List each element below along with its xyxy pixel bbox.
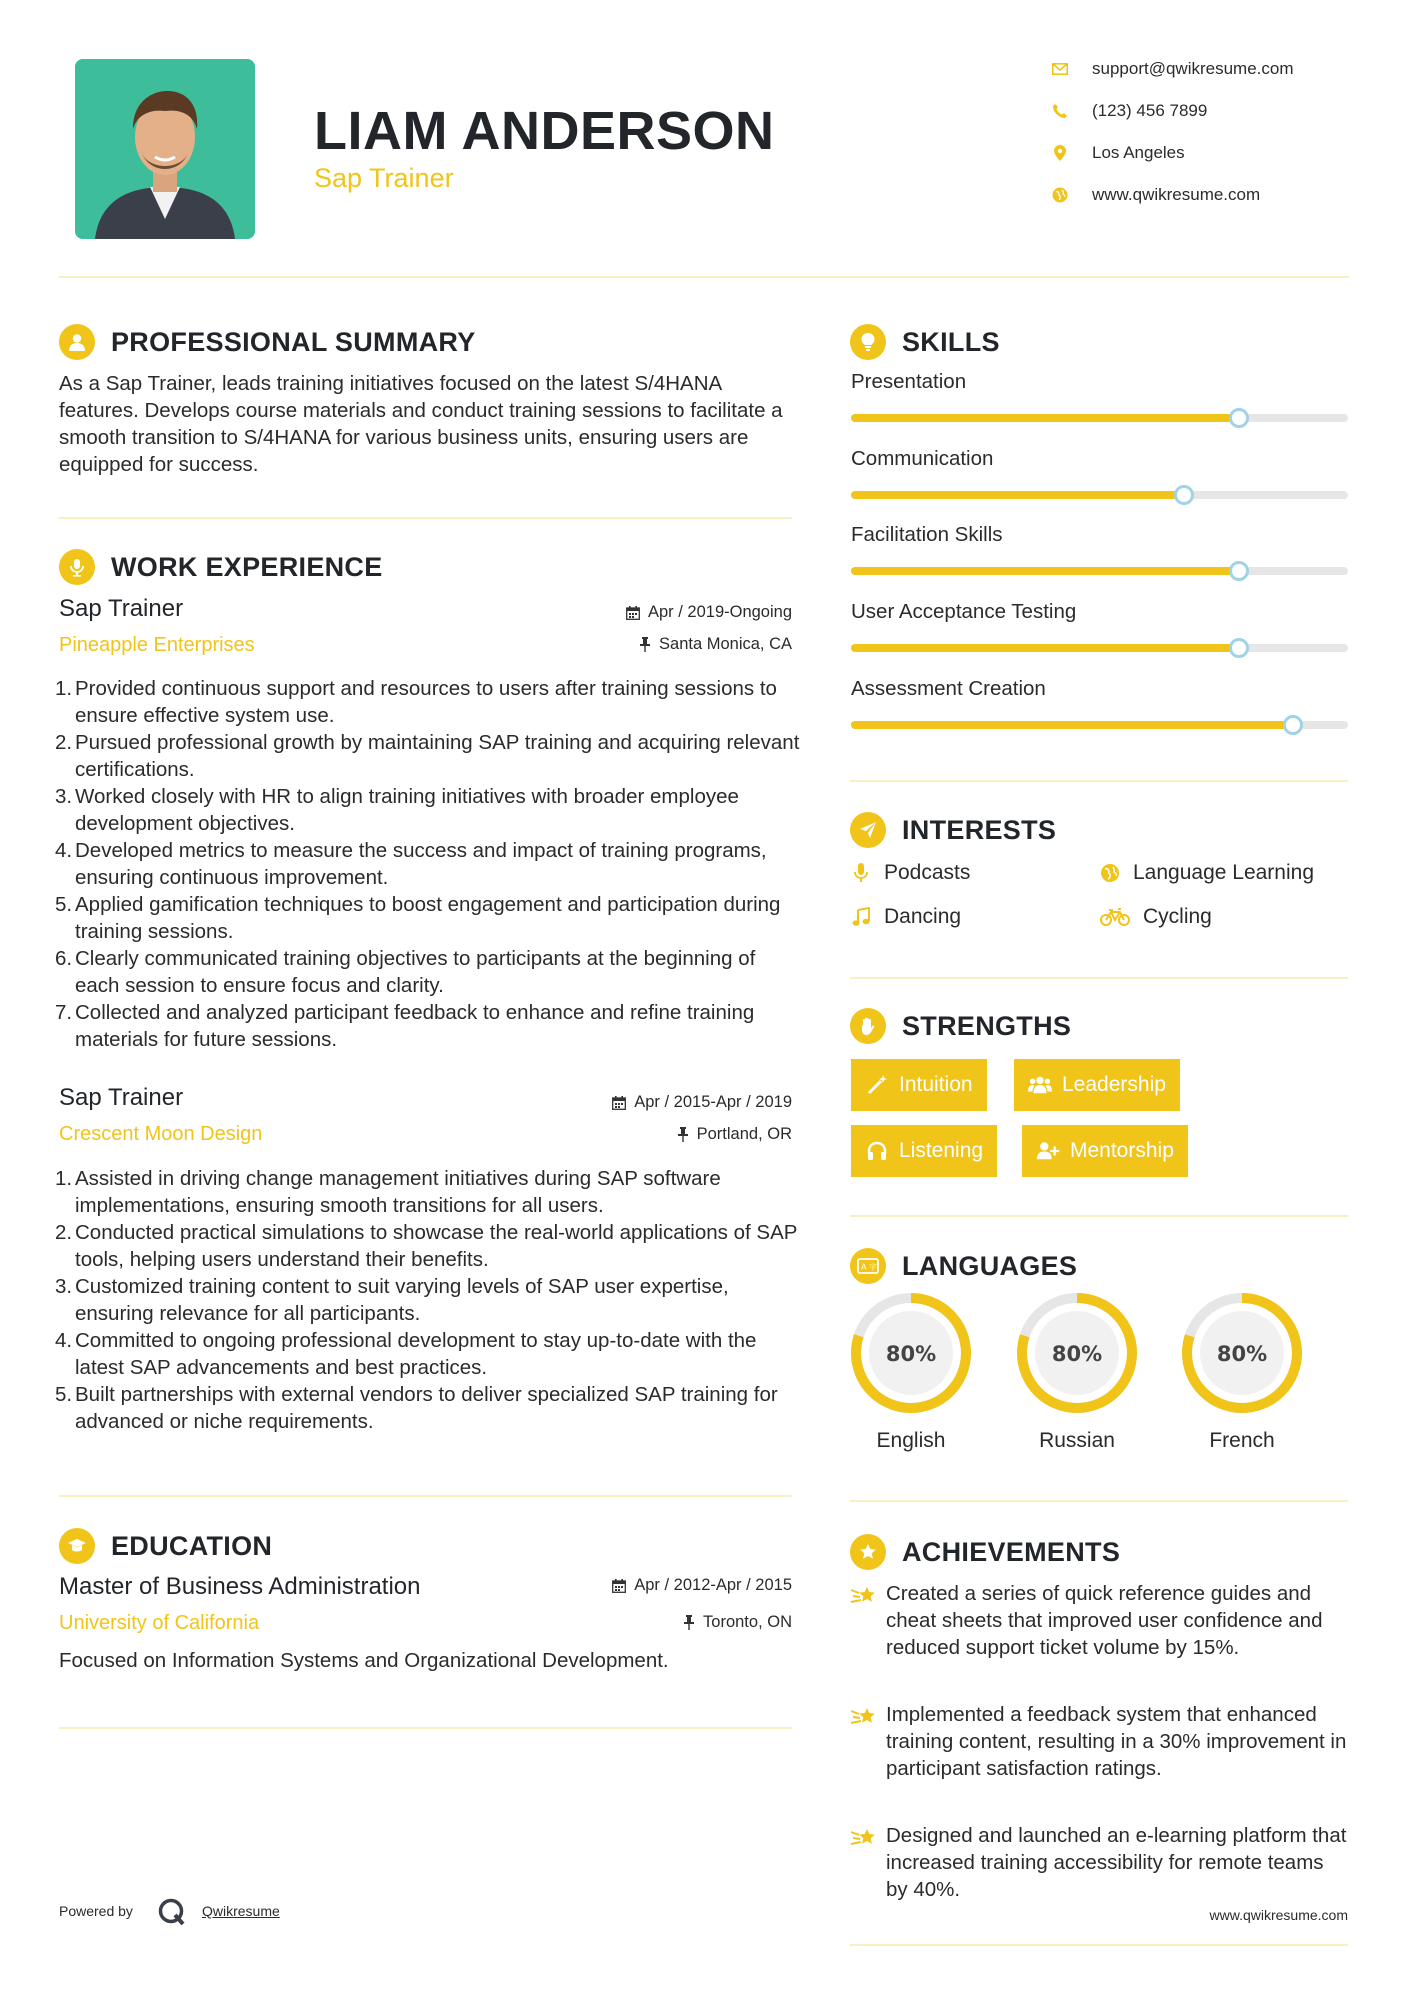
qwikresume-link[interactable]: Qwikresume <box>202 1903 280 1919</box>
strengths-heading-text: STRENGTHS <box>902 1010 1072 1041</box>
calendar-icon <box>612 1579 626 1593</box>
list-item: 1. Assisted in driving change management initiatives during SAP software implementations, ensuring smooth transitions for all users. <box>55 1167 721 1217</box>
strength-mentorship <box>1022 1125 1188 1177</box>
music-icon <box>850 906 872 928</box>
strength-listening <box>851 1125 997 1177</box>
interests-divider <box>850 977 1348 979</box>
education-date-text: Apr / 2012-Apr / 2015 <box>634 1576 792 1594</box>
job-1-responsibilities <box>55 675 800 1053</box>
achievement-item <box>850 1701 1348 1782</box>
star-badge-icon <box>850 1534 886 1570</box>
interests-heading-text: INTERESTS <box>902 814 1057 845</box>
education-school: University of California <box>59 1612 260 1634</box>
languages-heading <box>850 1246 1077 1286</box>
experience-heading-text: WORK EXPERIENCE <box>111 551 383 582</box>
achievement-text: Implemented a feedback system that enhanced training content, resulting in a 30% improvement in participant satisfaction ratings. <box>886 1703 1347 1780</box>
list-item: 4. Committed to ongoing professional development to stay up-to-date with the latest SAP advancements and best practices. <box>55 1329 757 1379</box>
list-item: 5. Built partnerships with external vendors to deliver specialized SAP training for advanced or niche requirements. <box>55 1383 778 1433</box>
education-location <box>480 1613 792 1632</box>
interest-label: Dancing <box>884 905 962 928</box>
skill-bar <box>851 721 1348 729</box>
list-item: 3. Worked closely with HR to align training initiatives with broader employee development objectives. <box>55 785 739 835</box>
languages-divider <box>850 1500 1348 1502</box>
contact-website-text: www.qwikresume.com <box>1092 185 1261 204</box>
list-item: 7. Collected and analyzed participant feedback to enhance and refine training materials for future sessions. <box>55 1001 755 1051</box>
contact-email[interactable] <box>1050 54 1360 84</box>
list-item: 2. Conducted practical simulations to showcase the real-world applications of SAP tools, helping users understand their benefits. <box>55 1221 798 1271</box>
powered-by-label: Powered by <box>59 1903 133 1919</box>
job-1-location <box>480 635 792 654</box>
contact-website[interactable] <box>1050 180 1360 210</box>
skills-divider <box>850 780 1348 782</box>
language-percent: 80% <box>885 1342 937 1366</box>
job-2-title: Sap Trainer <box>59 1084 184 1111</box>
qwikresume-logo-icon <box>157 1897 187 1927</box>
interest-language-learning <box>1099 858 1314 888</box>
skill-bar <box>851 491 1348 499</box>
headphones-icon <box>865 1139 889 1163</box>
hand-icon <box>850 1008 886 1044</box>
achievement-item <box>850 1822 1348 1903</box>
job-2-company: Crescent Moon Design <box>59 1123 263 1145</box>
strength-label: Intuition <box>899 1073 973 1096</box>
education-date <box>480 1576 792 1595</box>
user-plus-icon <box>1036 1139 1060 1163</box>
list-item: 5. Applied gamification techniques to boost engagement and participation during training sessions. <box>55 893 781 943</box>
skill-bar-knob <box>1229 408 1249 428</box>
skill-user-acceptance-testing <box>851 600 1348 652</box>
achievement-text: Designed and launched an e-learning platform that increased training accessibility for remote teams by 40%. <box>886 1824 1347 1901</box>
job-1-location-text: Santa Monica, CA <box>659 635 792 653</box>
skill-bar-knob <box>1229 561 1249 581</box>
interest-cycling <box>1099 902 1212 932</box>
skill-bar <box>851 567 1348 575</box>
skills-heading <box>850 322 1000 362</box>
summary-text: As a Sap Trainer, leads training initiatives focused on the latest S/4HANA features. Develops course materials and conduct training sessions to facilitate a smooth transition to S/4HANA for various business units, ensuring users are equipped for success. <box>59 372 783 476</box>
shooting-star-icon <box>850 1701 886 1782</box>
job-2-date-text: Apr / 2015-Apr / 2019 <box>634 1093 792 1111</box>
progress-ring <box>1181 1292 1303 1414</box>
skill-name: Facilitation Skills <box>851 523 1003 546</box>
strength-label: Listening <box>899 1139 984 1162</box>
bicycle-icon <box>1099 906 1131 928</box>
contact-location-text: Los Angeles <box>1092 143 1185 162</box>
interest-label: Podcasts <box>884 861 971 884</box>
candidate-title: Sap Trainer <box>314 163 454 193</box>
achievements-heading <box>850 1532 1120 1572</box>
job-2-date <box>480 1093 792 1112</box>
job-1-date-text: Apr / 2019-Ongoing <box>647 603 792 621</box>
skill-presentation <box>851 370 1348 422</box>
interest-label: Cycling <box>1143 905 1212 928</box>
skill-bar-fill <box>851 491 1184 499</box>
footer-divider <box>850 1944 1348 1946</box>
footer-website[interactable]: www.qwikresume.com <box>1209 1907 1348 1923</box>
skill-name: Presentation <box>851 370 967 393</box>
job-2-location <box>480 1125 792 1144</box>
envelope-icon <box>1050 59 1070 79</box>
globe-icon <box>1050 185 1070 205</box>
job-2-responsibilities <box>55 1165 800 1435</box>
skill-bar-fill <box>851 414 1239 422</box>
job-1-date <box>480 603 792 622</box>
skill-bar <box>851 414 1348 422</box>
language-percent: 80% <box>1051 1342 1103 1366</box>
skill-assessment-creation <box>851 677 1348 729</box>
skill-bar <box>851 644 1348 652</box>
svg-text:字: 字 <box>869 1262 877 1272</box>
globe-icon <box>1099 862 1121 884</box>
skill-bar-fill <box>851 644 1239 652</box>
job-1-title: Sap Trainer <box>59 595 184 622</box>
skills-heading-text: SKILLS <box>902 326 1000 357</box>
candidate-name: LIAM ANDERSON <box>314 101 775 161</box>
shooting-star-icon <box>850 1822 886 1903</box>
magic-wand-icon <box>865 1073 889 1097</box>
education-heading-text: EDUCATION <box>111 1530 273 1561</box>
language-icon <box>850 1248 886 1284</box>
user-icon <box>59 324 95 360</box>
education-divider <box>59 1727 792 1729</box>
skill-facilitation <box>851 523 1348 575</box>
pushpin-icon <box>683 1615 695 1630</box>
list-item: 6. Clearly communicated training objectives to participants at the beginning of each session to ensure focus and clarity. <box>55 947 756 997</box>
education-degree: Master of Business Administration <box>59 1573 421 1600</box>
skill-name: User Acceptance Testing <box>851 600 1077 623</box>
phone-icon <box>1050 101 1070 121</box>
language-ring-french <box>1181 1292 1303 1414</box>
calendar-icon <box>626 606 640 620</box>
contact-location <box>1050 138 1360 168</box>
skill-name: Communication <box>851 447 994 470</box>
strength-label: Mentorship <box>1070 1139 1174 1162</box>
job-1-company: Pineapple Enterprises <box>59 634 255 656</box>
education-location-text: Toronto, ON <box>703 1613 792 1631</box>
calendar-icon <box>612 1096 626 1110</box>
language-ring-russian <box>1016 1292 1138 1414</box>
strengths-heading <box>850 1006 1071 1046</box>
summary-heading-text: PROFESSIONAL SUMMARY <box>111 326 476 357</box>
summary-divider <box>59 517 792 519</box>
microphone-icon <box>850 862 872 884</box>
achievement-item <box>850 1580 1348 1661</box>
map-pin-icon <box>1050 143 1070 163</box>
skill-bar-fill <box>851 721 1293 729</box>
achievement-text: Created a series of quick reference guides and cheat sheets that improved user confidence and reduced support ticket volume by 15%. <box>886 1582 1323 1659</box>
pushpin-icon <box>677 1127 689 1142</box>
skill-communication <box>851 447 1348 499</box>
language-percent: 80% <box>1216 1342 1268 1366</box>
list-item: 2. Pursued professional growth by maintaining SAP training and acquiring relevant certifications. <box>55 731 800 781</box>
interest-dancing <box>850 902 961 932</box>
strength-intuition <box>851 1059 987 1111</box>
strengths-divider <box>850 1215 1348 1217</box>
interests-heading <box>850 810 1056 850</box>
language-name-french: French <box>1209 1429 1275 1452</box>
languages-heading-text: LANGUAGES <box>902 1250 1078 1281</box>
skill-bar-knob <box>1283 715 1303 735</box>
language-ring-english <box>850 1292 972 1414</box>
contact-email-text: support@qwikresume.com <box>1092 59 1294 78</box>
achievements-heading-text: ACHIEVEMENTS <box>902 1536 1121 1567</box>
progress-ring <box>850 1292 972 1414</box>
contact-phone-text: (123) 456 7899 <box>1092 101 1208 120</box>
experience-heading <box>59 547 383 587</box>
job-2-location-text: Portland, OR <box>696 1125 792 1143</box>
contact-phone[interactable] <box>1050 96 1360 126</box>
pushpin-icon <box>639 637 651 652</box>
education-heading <box>59 1526 272 1566</box>
svg-text:A: A <box>861 1262 867 1272</box>
paper-plane-icon <box>850 812 886 848</box>
profile-photo <box>75 59 255 239</box>
skill-bar-fill <box>851 567 1239 575</box>
skill-bar-knob <box>1174 485 1194 505</box>
progress-ring <box>1016 1292 1138 1414</box>
strength-leadership <box>1014 1059 1180 1111</box>
users-icon <box>1028 1073 1052 1097</box>
header-divider <box>59 276 1349 278</box>
summary-heading <box>59 322 476 362</box>
graduation-icon <box>59 1528 95 1564</box>
strength-label: Leadership <box>1062 1073 1166 1096</box>
lightbulb-icon <box>850 324 886 360</box>
language-name-russian: Russian <box>1039 1429 1115 1452</box>
list-item: 4. Developed metrics to measure the success and impact of training programs, ensuring continuous improvement. <box>55 839 767 889</box>
interest-label: Language Learning <box>1133 861 1315 884</box>
list-item: 3. Customized training content to suit varying levels of SAP user expertise, ensuring relevance for all participants. <box>55 1275 729 1325</box>
microphone-icon <box>59 549 95 585</box>
skill-bar-knob <box>1229 638 1249 658</box>
skill-name: Assessment Creation <box>851 677 1046 700</box>
education-description: Focused on Information Systems and Organizational Development. <box>59 1649 669 1672</box>
language-name-english: English <box>876 1429 946 1452</box>
interest-podcasts <box>850 858 970 888</box>
list-item: 1. Provided continuous support and resources to users after training sessions to ensure effective system use. <box>55 677 777 727</box>
shooting-star-icon <box>850 1580 886 1661</box>
experience-divider <box>59 1495 792 1497</box>
